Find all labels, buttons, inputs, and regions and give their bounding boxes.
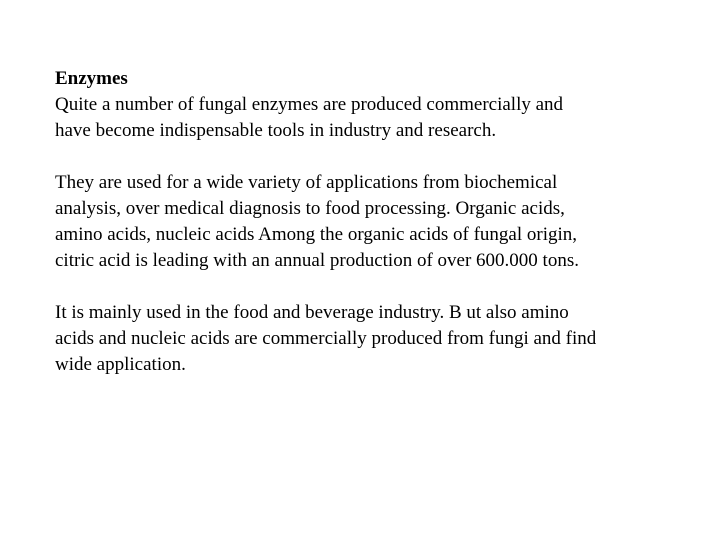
slide-content [55,66,695,378]
paragraph-spacer [55,144,695,170]
paragraph-usage: It is mainly used in the food and beverage industry. B ut also amino acids and nucleic acids are commercially produced from fungi and find wide application. [55,302,597,375]
paragraph-spacer [55,274,695,300]
paragraph-intro: Quite a number of fungal enzymes are produced commercially and have become indispensable tools in industry and research. [55,94,564,141]
slide-title: Enzymes [55,68,128,89]
paragraph-applications: They are used for a wide variety of applications from biochemical analysis, over medical diagnosis to food processing. Organic acids, amino acids, nucleic acids Among the organic acids of fungal origin, citric acid is leading with an annual production of over 600.000 tons. [55,172,579,271]
